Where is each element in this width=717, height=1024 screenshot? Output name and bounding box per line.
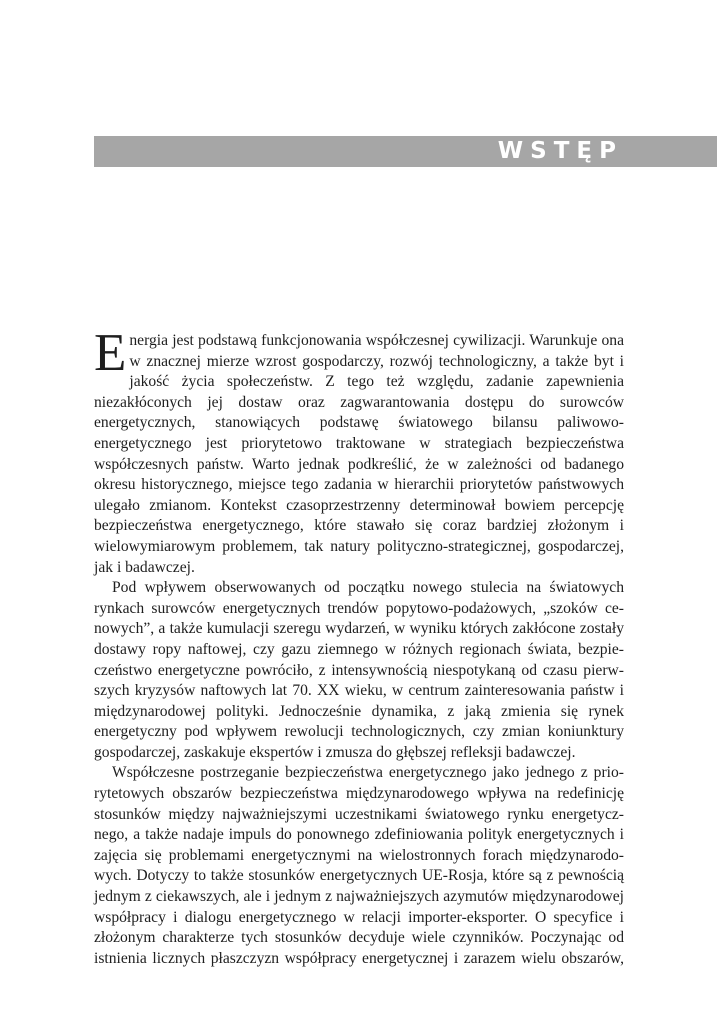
- chapter-title: WSTĘP: [497, 138, 623, 164]
- paragraph-1-text: nergia jest podstawą funkcjonowania współczesnej cywilizacji. Warunkuje ona w znacznej mierze wzrost gospodarczy, rozwój technologiczny, a także byt i jakość życia społeczeństw. Z tego też względu, zadanie zapewnienia niezakłóconych jej dostaw oraz zagwarantowania dostępu do surowców energetycznych, stanowiących podstawę światowego bilansu paliwowo-energetycznego jest priorytetowo traktowane w strategiach bezpieczeństwa współczesnych państw. Warto jednak podkreślić, że w zależności od badanego okresu historycznego, miejsce tego zadania w hierarchii priorytetów państwowych ulegało zmianom. Kontekst czasoprzestrzenny determinował bowiem percepcję bezpieczeństwa energetycznego, które stawało się coraz bardziej złożonym i wielowymiarowym problemem, tak natury polityczno-strategicznej, gospodarczej, jak i badawczej.: [94, 332, 624, 576]
- body-text: [94, 324, 624, 969]
- paragraph-3: Współczesne postrzeganie bezpieczeństwa energetycznego jako jednego z priorytetowych obszarów bezpieczeństwa międzynarodowego wpływa na redefinicję stosunków między najważniejszymi uczestnikami światowego rynku energetycznego, a także nadaje impuls do ponownego zdefiniowania polityk energetycznych i zajęcia się problemami energetycznymi na wielostronnych forach międzynarodowych. Dotyczy to także stosunków energetycznych UE-Rosja, które są z pewnością jednym z ciekawszych, ale i jednym z najważniejszych azymutów międzynarodowej współpracy i dialogu energetycznego w relacji importer-eksporter. O specyfice i złożonym charakterze tych stosunków decyduje wiele czynników. Poczynając od istnienia licznych płaszczyzn współpracy energetycznej i zarazem wielu obszarów,: [94, 764, 624, 967]
- chapter-header-band: [94, 136, 717, 167]
- paragraph-2: Pod wpływem obserwowanych od początku nowego stulecia na światowych rynkach surowców energetycznych trendów popytowo-podażowych, „szoków cenowych”, a także kumulacji szeregu wydarzeń, w wyniku których zakłócone zostały dostawy ropy naftowej, czy gazu ziemnego w różnych regionach świata, bezpieczeństwo energetyczne powróciło, z intensywnością niespotykaną od czasu pierwszych kryzysów naftowych lat 70. XX wieku, w centrum zainteresowania państw i międzynarodowej polityki. Jednocześnie dynamika, z jaką zmienia się rynek energetyczny pod wpływem rewolucji technologicznych, czy zmian koniunktury gospodarczej, zaskakuje ekspertów i zmusza do głębszej refleksji badawczej.: [94, 579, 624, 761]
- drop-cap: E: [94, 324, 127, 382]
- paragraph-1: [94, 324, 624, 578]
